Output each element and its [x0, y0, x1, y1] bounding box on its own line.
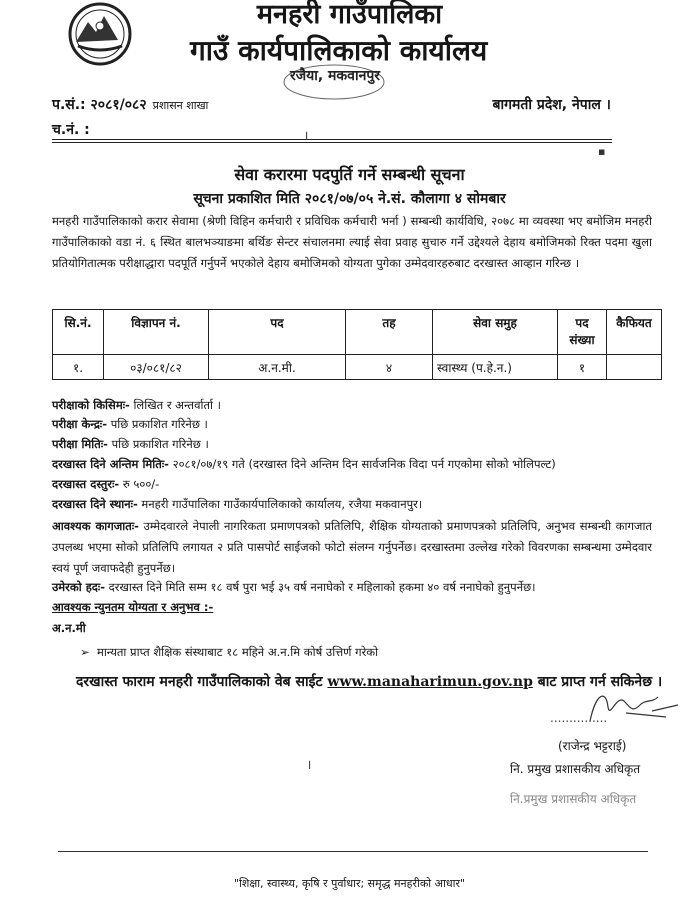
- reference-number: प.सं.: २०८१/०८२ प्रशासन शाखा: [52, 97, 209, 113]
- province: बागमती प्रदेश, नेपाल ।: [492, 97, 611, 113]
- branch-name: प्रशासन शाखा: [152, 99, 209, 112]
- col-remarks: कैफियत: [607, 310, 662, 355]
- office-name: मनहरी गाउँपालिका: [256, 0, 443, 30]
- signature-scribble: [566, 683, 686, 733]
- qualification-heading: आवश्यक न्युनतम योग्यता र अनुभव :-: [52, 600, 214, 614]
- application-fee: दरखास्त दस्तुरः- रु ५००/-: [52, 477, 160, 491]
- col-ad-no: विज्ञापन नं.: [104, 310, 209, 355]
- website-note: दरखास्त फाराम मनहरी गाउँपालिकाको वेब साईट www.manaharimun.gov.np बाट प्राप्त गर्न सकिनेछ ।: [76, 674, 663, 690]
- signatory-title: नि. प्रमुख प्रशासकीय अधिकृत: [510, 762, 641, 776]
- designation-stamp: नि.प्रमुख प्रशासकीय अधिकृत: [510, 792, 637, 806]
- application-place: दरखास्त दिने स्थानः- मनहरी गाउँपालिका गाउँकार्यपालिकाको कार्यालय, रजैया मकवानपुर।: [52, 497, 423, 511]
- table-row: १. ०३/०८१/८२ अ.न.मी. ४ स्वास्थ्य (प.हे.न.) १: [53, 355, 662, 380]
- vacancy-table: [52, 309, 662, 380]
- exam-date: परीक्षा मितिः- पछि प्रकाशित गरिनेछ ।: [52, 437, 209, 451]
- col-level: तह: [346, 310, 433, 355]
- notice-subtitle: सूचना प्रकाशित मिति २०८१/०७/०५ ने.सं. कौलागा ४ सोमबार: [193, 191, 506, 207]
- dispatch-number: च.नं. :: [52, 122, 90, 138]
- footer-motto: "शिक्षा, स्वास्थ्य, कृषि र पुर्वाधार; समृद्ध मनहरीको आधार": [233, 877, 466, 890]
- col-sn: सि.नं.: [53, 310, 104, 355]
- footer-divider: [58, 851, 648, 852]
- exam-center: परीक्षा केन्द्रः- पछि प्रकाशित गरिनेछ ।: [52, 417, 208, 431]
- arrow-bullet-icon: ➢: [80, 645, 90, 659]
- qualification-post: अ.न.मी: [52, 621, 86, 635]
- office-seal: [278, 62, 390, 102]
- col-post-count: पद संख्या: [558, 310, 607, 355]
- header-divider-thin: [52, 142, 612, 143]
- notice-intro: मनहरी गाउँपालिकाको करार सेवामा (श्रेणी विहिन कर्मचारी र प्रविधिक कर्मचारी भर्ना ) सम्बन्धी कार्यविधि, २०७८ मा व्यवस्था भए बमोजिम मनहरी गाउँपालिकाको वडा नं. ६ स्थित बालभञ्याङमा बर्थिङ सेन्टर संचालनमा ल्याई सेवा प्रवाह सुचारु गर्ने उद्देश्यले देहाय बमोजिमको रिक्त पदमा खुला प्रतियोगितात्मक परीक्षाद्धारा पदपूर्ति गर्नुपर्ने भएकोले देहाय बमोजिमको योग्यता पुगेका उम्मेदवारहरुबाट दरखास्त आव्हान गरिन्छ ।: [52, 214, 652, 270]
- col-post: पद: [209, 310, 346, 355]
- application-deadline: दरखास्त दिने अन्तिम मितिः- २०८१/०७/१९ गते (दरखास्त दिने अन्तिम दिन सार्वजनिक विदा पर्न गएकोमा सोको भोलिपल्ट): [52, 457, 556, 471]
- website-link[interactable]: www.manaharimun.gov.np: [327, 674, 533, 690]
- exam-type: परीक्षाको किसिमः- लिखित र अन्तर्वार्ता ।: [52, 398, 221, 412]
- qualification-item: ➢ मान्यता प्राप्त शैक्षिक संस्थाबाट १८ महिने अ.न.मि कोर्ष उत्तिर्ण गरेको: [80, 645, 379, 659]
- header-divider: [52, 139, 612, 140]
- signatory-name: (राजेन्द्र भट्टराई): [558, 739, 627, 753]
- office-subtitle: गाउँ कार्यपालिकाको कार्यालय: [190, 34, 488, 67]
- seal-address: रजैया, मकवानपुर: [290, 68, 381, 84]
- required-documents: आवश्यक कागजातः- उम्मेदवारले नेपाली नागरिकता प्रमाणपत्रको प्रतिलिपि, शैक्षिक योग्यताको प्रमाणपत्रको प्रतिलिपि, अनुभव सम्बन्धी कागजात उपलब्ध भएमा सोको प्रतिलिपि लगायत २ प्रति पासपोर्ट साईजको फोटो संलग्न गर्नुपर्नेछ। दरखास्तमा उल्लेख गरेको विवरणका सम्बन्धमा उम्मेदवार स्वयं पूर्ण जवाफदेही हुनुपर्नेछ।: [52, 519, 652, 575]
- col-service-group: सेवा समुह: [433, 310, 558, 355]
- age-limit: उमेरको हदः- दरखास्त दिने मिति सम्म १८ वर्ष पुरा भई ३५ वर्ष ननाघेको र महिलाको हकमा ४० वर्ष ननाघेको हुनुपर्नेछ।: [52, 580, 536, 594]
- signature-line: ...............: [550, 711, 608, 725]
- table-header-row: [53, 310, 662, 355]
- notice-title: सेवा करारमा पदपुर्ति गर्ने सम्बन्धी सूचना: [234, 165, 465, 184]
